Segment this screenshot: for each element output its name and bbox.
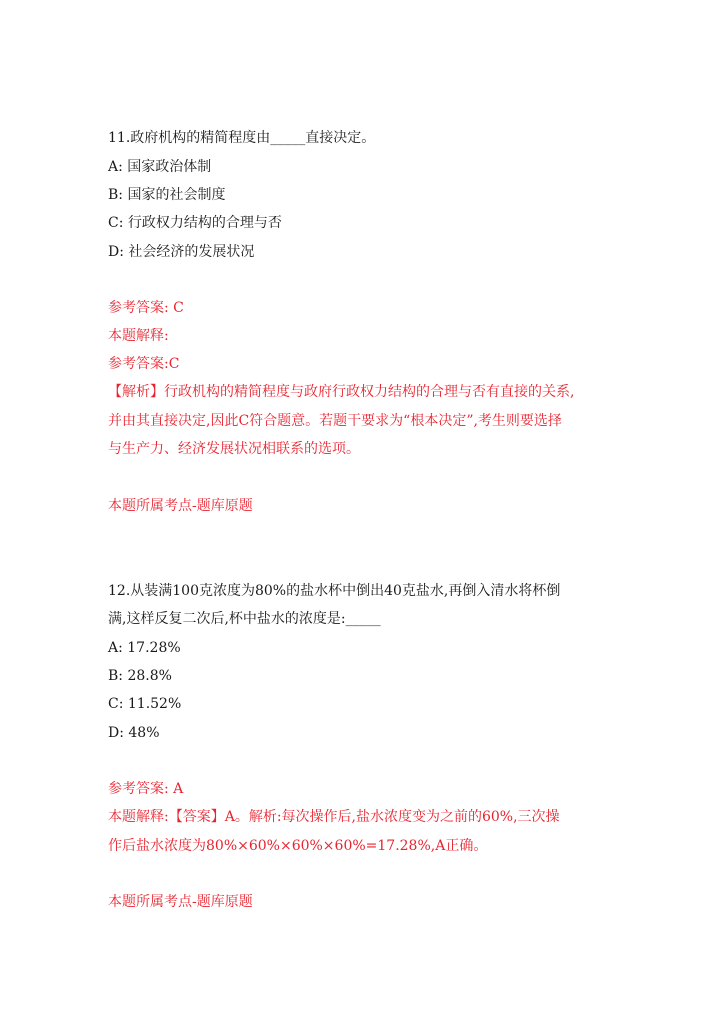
q12-source: 本题所属考点-题库原题 (108, 894, 253, 910)
q11-option-b: B: 国家的社会制度 (108, 187, 226, 203)
q11-answer: 参考答案: C (108, 300, 184, 316)
q12-option-d: D: 48% (108, 725, 160, 741)
q12-answer: 参考答案: A (108, 781, 184, 797)
q12-explain-line-1: 本题解释:【答案】A。解析:每次操作后,盐水浓度变为之前的60%,三次操 (108, 809, 560, 825)
q12-stem-line-1: 12.从装满100克浓度为80%的盐水杯中倒出40克盐水,再倒入清水将杯倒 (108, 583, 561, 599)
q12-stem-line-2: 满,这样反复二次后,杯中盐水的浓度是:_____ (108, 611, 381, 627)
q12-option-b: B: 28.8% (108, 668, 172, 684)
q12-explain-line-2: 作后盐水浓度为80%×60%×60%×60%=17.28%,A正确。 (108, 838, 488, 854)
q11-analysis-line-2: 并由其直接决定,因此C符合题意。若题干要求为“根本决定”,考生则要选择 (108, 413, 562, 429)
q11-answer-repeat: 参考答案:C (108, 356, 180, 372)
q11-source: 本题所属考点-题库原题 (108, 498, 253, 514)
q11-option-a: A: 国家政治体制 (108, 159, 212, 175)
q11-explain-label: 本题解释: (108, 328, 169, 344)
q12-option-a: A: 17.28% (108, 640, 181, 656)
q11-stem: 11.政府机构的精简程度由_____直接决定。 (108, 130, 376, 146)
q12-option-c: C: 11.52% (108, 696, 182, 712)
q11-option-d: D: 社会经济的发展状况 (108, 244, 255, 260)
q11-analysis-line-1: 【解析】行政机构的精简程度与政府行政权力结构的合理与否有直接的关系, (108, 384, 575, 400)
q11-analysis-line-3: 与生产力、经济发展状况相联系的选项。 (108, 441, 360, 457)
q11-option-c: C: 行政权力结构的合理与否 (108, 215, 282, 231)
